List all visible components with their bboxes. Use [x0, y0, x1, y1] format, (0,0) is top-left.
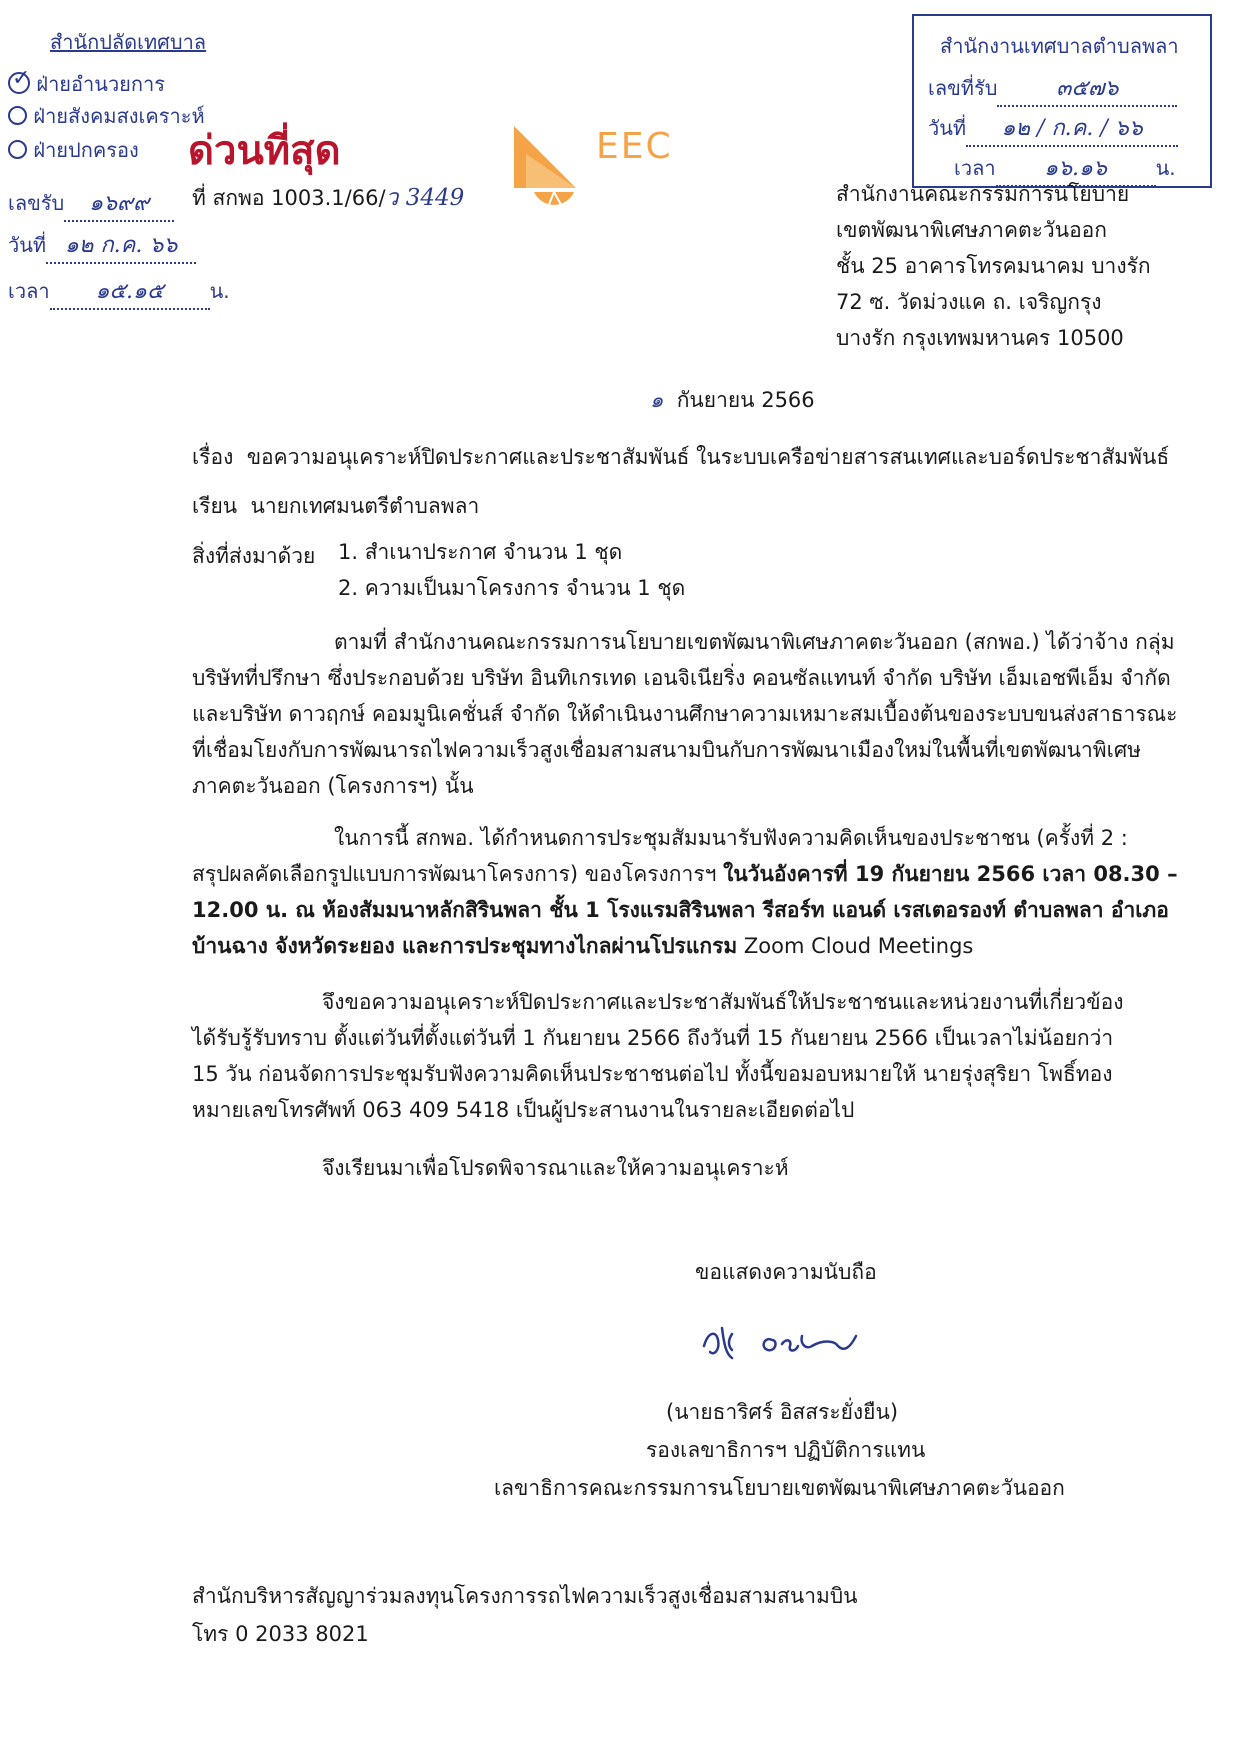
enclosure-item: 1. สำเนาประกาศ จำนวน 1 ชุด [338, 540, 623, 564]
signer-position: รองเลขาธิการฯ ปฏิบัติการแทน [646, 1438, 926, 1462]
left-stamp-division-3: ฝ่ายปกครอง [8, 134, 139, 166]
sender-address-line: เขตพัฒนาพิเศษภาคตะวันออก [836, 218, 1108, 242]
left-stamp-division-1: ✓ ฝ่ายอำนวยการ [8, 68, 165, 100]
handwritten-signature [698, 1310, 878, 1374]
checkbox-empty-icon [8, 106, 27, 125]
letter-date: ๑ กันยายน 2566 [650, 388, 815, 412]
signature-icon [698, 1310, 878, 1370]
eec-logo-text: EEC [596, 126, 673, 167]
sender-address-line: บางรัก กรุงเทพมหานคร 10500 [836, 326, 1124, 350]
paragraph-1: ตามที่ สำนักงานคณะกรรมการนโยบายเขตพัฒนาพิเศษภาคตะวันออก (สกพอ.) ได้ว่าจ้าง กลุ่ม บริษัทที่ปรึกษา ซึ่งประกอบด้วย บริษัท อินทิเกรเทด เอนจิเนียริ่ง คอนซัลแทนท์ จำกัด บริษัท เอ็มเอชพีเอ็ม จำกัด และบริษัท ดาวฤกษ์ คอมมูนิเคชั่นส์ จำกัด ให้ดำเนินงานศึกษาความเหมาะสมเบื้องต้นของระบบขนส่งสาธารณะ ที่เชื่อมโยงกับการพัฒนารถไฟความเร็วสูงเชื่อมสามสนามบินกับการพัฒนาเมืองใหม่ในพื้นที่เขตพัฒนาพิเศษ ภาคตะวันออก (โครงการฯ) นั้น [192, 630, 1178, 798]
right-stamp-title: สำนักงานเทศบาลตำบลพลา [940, 34, 1179, 58]
right-stamp-date: วันที่ ๑๒ / ก.ค. / ๖๖ [928, 110, 1178, 147]
paragraph-3: จึงขอความอนุเคราะห์ปิดประกาศและประชาสัมพันธ์ให้ประชาชนและหน่วยงานที่เกี่ยวข้อง ได้รับรู้รับทราบ ตั้งแต่วันที่ตั้งแต่วันที่ 1 กันยายน 2566 ถึงวันที่ 15 กันยายน 2566 เป็นเวลาไม่น้อยกว่า 15 วัน ก่อนจัดการประชุมรับฟังความคิดเห็นประชาชนต่อไป ทั้งนี้ขอมอบหมายให้ นายรุ่งสุริยา โพธิ์ทอง หมายเลขโทรศัพท์ 063 409 5418 เป็นผู้ประสานงานในรายละเอียดต่อไป [192, 990, 1124, 1122]
left-stamp-time: เวลา ๑๕.๑๕ น. [8, 273, 230, 310]
regards: ขอแสดงความนับถือ [695, 1260, 877, 1284]
paragraph-2: ในการนี้ สกพอ. ได้กำหนดการประชุมสัมมนารับฟังความคิดเห็นของประชาชน (ครั้งที่ 2 : สรุปผลคัดเลือกรูปแบบการพัฒนาโครงการ) ของโครงการฯ ในวันอังคารที่ 19 กันยายน 2566 เวลา 08.30 – 12.00 น. ณ ห้องสัมมนาหลักสิรินพลา ชั้น 1 โรงแรมสิรินพลา รีสอร์ท แอนด์ เรสเตอรองท์ ตำบลพลา อำเภอ บ้านฉาง จังหวัดระยอง และการประชุมทางไกลผ่านโปรแกรม Zoom Cloud Meetings [192, 826, 1178, 958]
checkbox-checked-icon: ✓ [8, 72, 30, 94]
urgent-stamp: ด่วนที่สุด [188, 128, 341, 174]
subject-line: เรื่อง ขอความอนุเคราะห์ปิดประกาศและประชาสัมพันธ์ ในระบบเครือข่ายสารสนเทศและบอร์ดประชาสัมพันธ์ [192, 445, 1170, 469]
sender-address-line: 72 ซ. วัดม่วงแค ถ. เจริญกรุง [836, 290, 1102, 314]
right-receiving-stamp [912, 14, 1212, 188]
sender-address-line: สำนักงานคณะกรรมการนโยบาย [836, 182, 1130, 206]
eec-logo-icon [512, 118, 592, 214]
enclosures-label: สิ่งที่ส่งมาด้วย [192, 544, 316, 568]
footer-phone: โทร 0 2033 8021 [192, 1622, 369, 1646]
signer-position-full: เลขาธิการคณะกรรมการนโยบายเขตพัฒนาพิเศษภาคตะวันออก [494, 1476, 1065, 1500]
enclosure-item: 2. ความเป็นมาโครงการ จำนวน 1 ชุด [338, 576, 686, 600]
sender-address-line: ชั้น 25 อาคารโทรคมนาคม บางรัก [836, 254, 1151, 278]
left-stamp-date: วันที่ ๑๒ ก.ค. ๖๖ [8, 227, 196, 264]
footer-office: สำนักบริหารสัญญาร่วมลงทุนโครงการรถไฟความเร็วสูงเชื่อมสามสนามบิน [192, 1584, 858, 1608]
left-stamp-receipt-number: เลขรับ ๑๖๙๙ [8, 185, 174, 222]
enclosures-list [338, 534, 685, 606]
sender-address [836, 176, 1151, 356]
left-stamp-office: สำนักปลัดเทศบาล [50, 30, 207, 54]
right-stamp-receipt-number: เลขที่รับ ๓๕๗๖ [928, 70, 1177, 107]
left-stamp-division-2: ฝ่ายสังคมสงเคราะห์ [8, 100, 205, 132]
salutation-line: เรียน นายกเทศมนตรีตำบลพลา [192, 494, 480, 518]
eec-logo [512, 118, 692, 218]
closing-paragraph: จึงเรียนมาเพื่อโปรดพิจารณาและให้ความอนุเคราะห์ [322, 1156, 789, 1180]
reference-number: ที่ สกพอ 1003.1/66/ว 3449 [192, 185, 465, 211]
right-stamp-time: เวลา ๑๖.๑๖ น. [954, 150, 1176, 187]
signer-name: (นายธาริศร์ อิสสระยั่งยืน) [666, 1400, 899, 1424]
checkbox-empty-icon [8, 140, 27, 159]
